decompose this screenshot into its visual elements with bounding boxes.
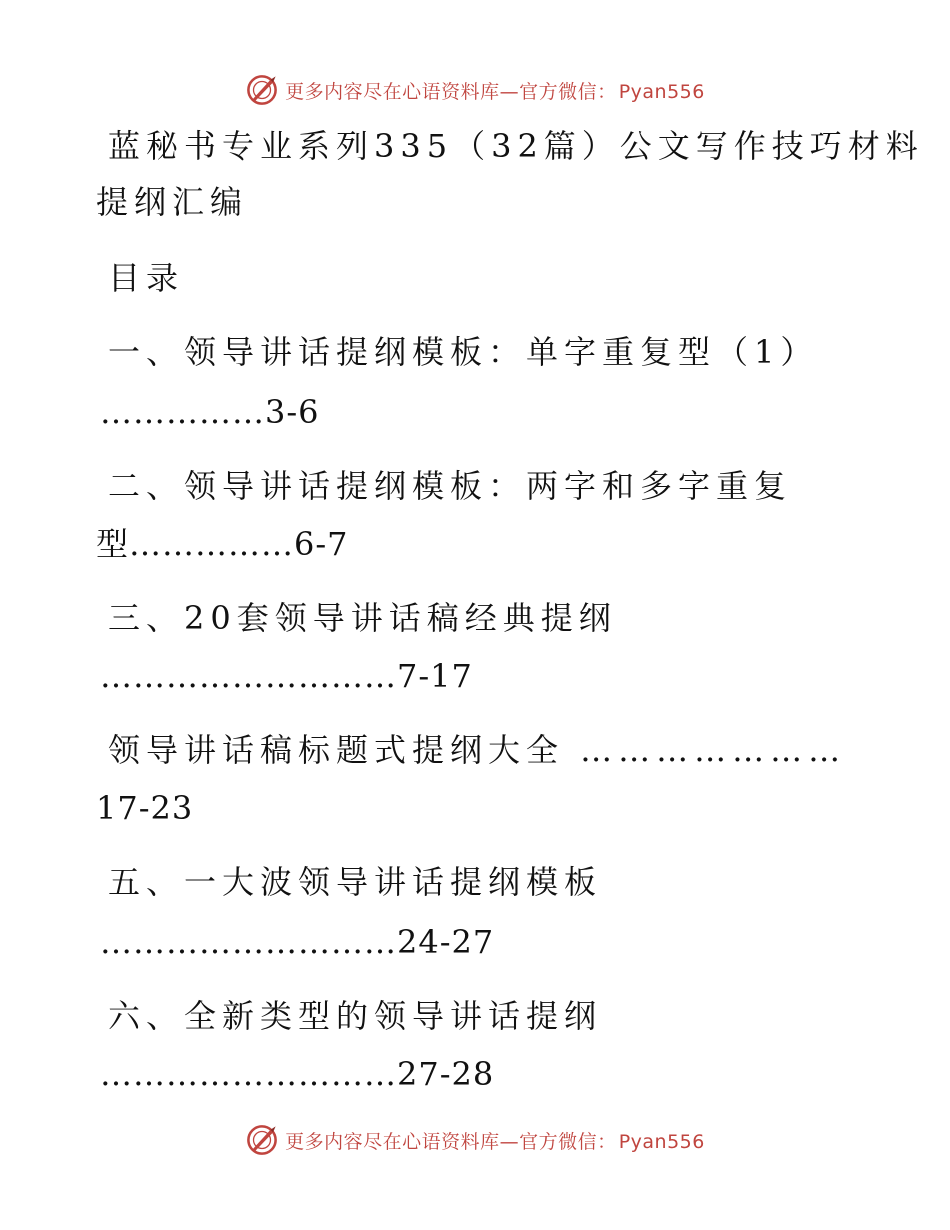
toc-heading: 目录: [108, 259, 185, 297]
toc-entry-3-pages: ………………………7-17: [100, 657, 473, 695]
toc-entry-3-title: 三、20套领导讲话稿经典提纲: [108, 599, 617, 637]
toc-entry-4-title: 领导讲话稿标题式提纲大全 …………………: [108, 731, 847, 769]
toc-entry-2-title: 二、领导讲话提纲模板：两字和多字重复: [108, 467, 793, 505]
toc-entry-1-pages: ……………3-6: [100, 393, 320, 431]
watermark-text: 更多内容尽在心语资料库—官方微信： Pyan556: [285, 1130, 705, 1153]
watermark-text: 更多内容尽在心语资料库—官方微信： Pyan556: [285, 80, 705, 103]
toc-entry-5-title: 五、一大波领导讲话提纲模板: [108, 863, 603, 901]
toc-entry-5-pages: ………………………24-27: [100, 923, 495, 961]
toc-entry-6-pages: ………………………27-28: [100, 1055, 495, 1093]
toc-entry-1-title: 一、领导讲话提纲模板：单字重复型（1）: [108, 333, 819, 371]
feather-seal-icon: [245, 1123, 279, 1157]
feather-seal-icon: [245, 73, 279, 107]
toc-entry-2-pages: 型……………6-7: [96, 525, 349, 563]
document-title-line-2: 提纲汇编: [96, 183, 249, 221]
toc-entry-6-title: 六、全新类型的领导讲话提纲: [108, 997, 603, 1035]
watermark-banner-top: [0, 70, 950, 110]
document-title-line-1: 蓝秘书专业系列335（32篇）公文写作技巧材料: [108, 127, 924, 165]
watermark-banner-bottom: [0, 1120, 950, 1160]
toc-entry-4-pages: 17-23: [96, 789, 194, 827]
